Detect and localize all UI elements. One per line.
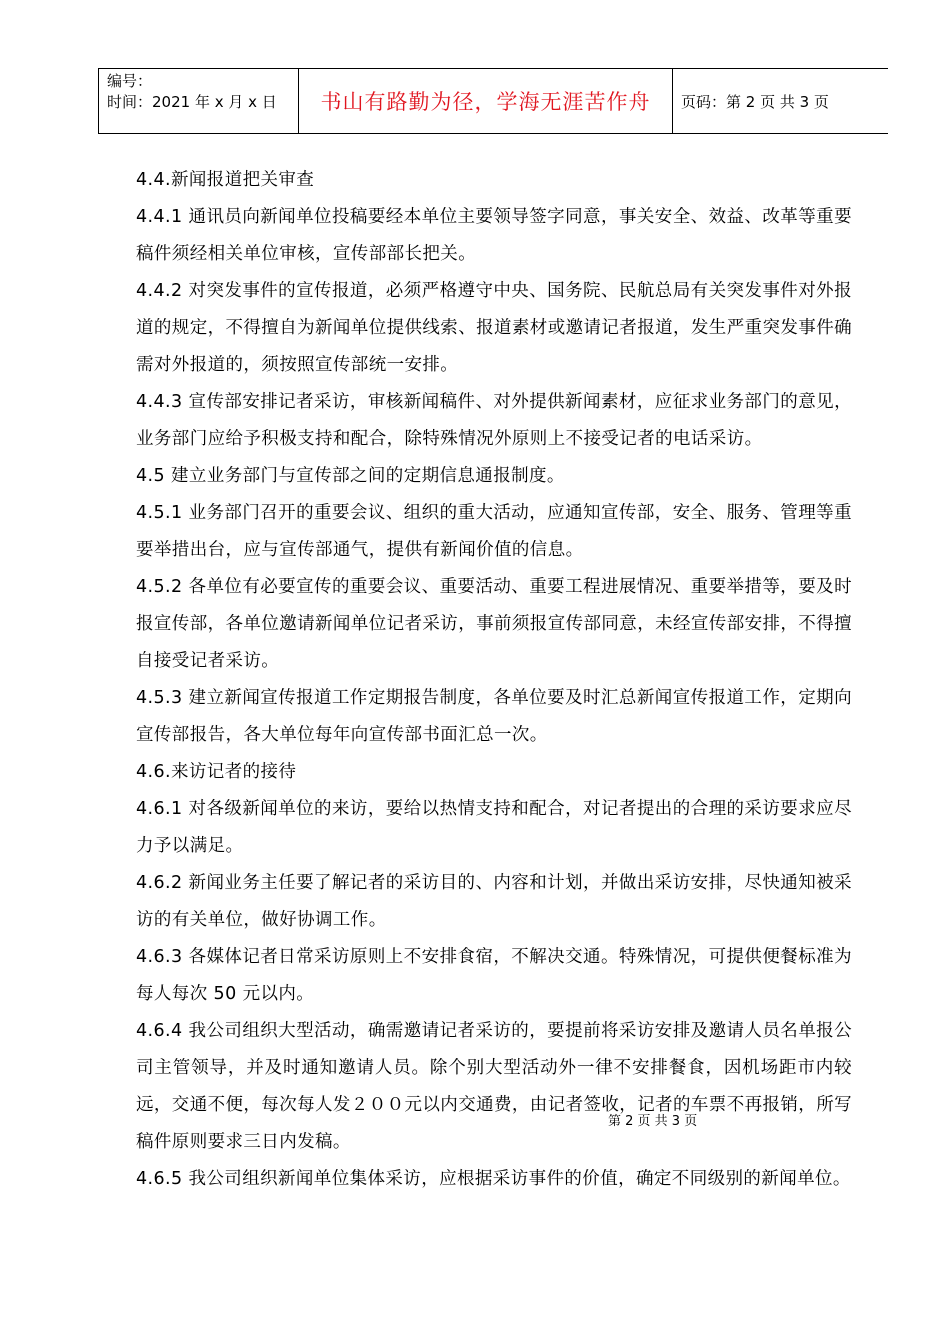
section-heading-4-6: 4.6.来访记者的接待: [136, 762, 297, 782]
header-info-cell: [99, 69, 299, 133]
header-page-cell: [673, 69, 889, 133]
paragraph-4-6-3: 4.6.3 各媒体记者日常采访原则上不安排食宿，不解决交通。特殊情况，可提供便餐标准为每人每次 50 元以内。: [136, 947, 852, 1004]
document-number-label: 编号：: [107, 72, 153, 90]
paragraph-4-4-1: 4.4.1 通讯员向新闻单位投稿要经本单位主要领导签字同意，事关安全、效益、改革等重要稿件须经相关单位审核，宣传部部长把关。: [136, 207, 852, 264]
paragraph-4-6-2: 4.6.2 新闻业务主任要了解记者的采访目的、内容和计划，并做出采访安排，尽快通知被采访的有关单位，做好协调工作。: [136, 873, 852, 930]
paragraph-4-6-1: 4.6.1 对各级新闻单位的来访，要给以热情支持和配合，对记者提出的合理的采访要求应尽力予以满足。: [136, 799, 852, 856]
header-page-label: 页码：第 2 页 共 3 页: [681, 92, 829, 111]
paragraph-4-5-2: 4.5.2 各单位有必要宣传的重要会议、重要活动、重要工程进展情况、重要举措等，要及时报宣传部，各单位邀请新闻单位记者采访，事前须报宣传部同意，未经宣传部安排，不得擅自接受记者采访。: [136, 577, 852, 671]
paragraph-4-4-3: 4.4.3 宣传部安排记者采访，审核新闻稿件、对外提供新闻素材，应征求业务部门的意见，业务部门应给予积极支持和配合，除特殊情况外原则上不接受记者的电话采访。: [136, 392, 852, 449]
paragraph-4-5-1: 4.5.1 业务部门召开的重要会议、组织的重大活动，应通知宣传部，安全、服务、管理等重要举措出台，应与宣传部通气，提供有新闻价值的信息。: [136, 503, 852, 560]
header-motto-cell: [299, 69, 673, 133]
document-time-label: 时间：2021 年 x 月 x 日: [107, 93, 277, 111]
header-motto: 书山有路勤为径，学海无涯苦作舟: [320, 90, 651, 114]
paragraph-4-6-4: 4.6.4 我公司组织大型活动，确需邀请记者采访的，要提前将采访安排及邀请人员名单报公司主管领导，并及时通知邀请人员。除个别大型活动外一律不安排餐食，因机场距市内较远，交通不便，每次每人发２００元以内交通费，由记者签收，记者的车票不再报销，所写稿件原则要求三日内发稿。: [136, 1021, 852, 1152]
page-header: [98, 68, 888, 134]
section-heading-4-5: 4.5 建立业务部门与宣传部之间的定期信息通报制度。: [136, 466, 565, 486]
paragraph-4-6-5: 4.6.5 我公司组织新闻单位集体采访，应根据采访事件的价值，确定不同级别的新闻单位。: [136, 1169, 851, 1189]
section-heading-4-4: 4.4.新闻报道把关审查: [136, 170, 315, 190]
paragraph-4-4-2: 4.4.2 对突发事件的宣传报道，必须严格遵守中央、国务院、民航总局有关突发事件对外报道的规定，不得擅自为新闻单位提供线索、报道素材或邀请记者报道，发生严重突发事件确需对外报道的，须按照宣传部统一安排。: [136, 281, 852, 375]
footer-page-number: 第 2 页 共 3 页: [608, 1114, 698, 1129]
paragraph-4-5-3: 4.5.3 建立新闻宣传报道工作定期报告制度，各单位要及时汇总新闻宣传报道工作，定期向宣传部报告，各大单位每年向宣传部书面汇总一次。: [136, 688, 852, 745]
document-body: [136, 162, 852, 1198]
